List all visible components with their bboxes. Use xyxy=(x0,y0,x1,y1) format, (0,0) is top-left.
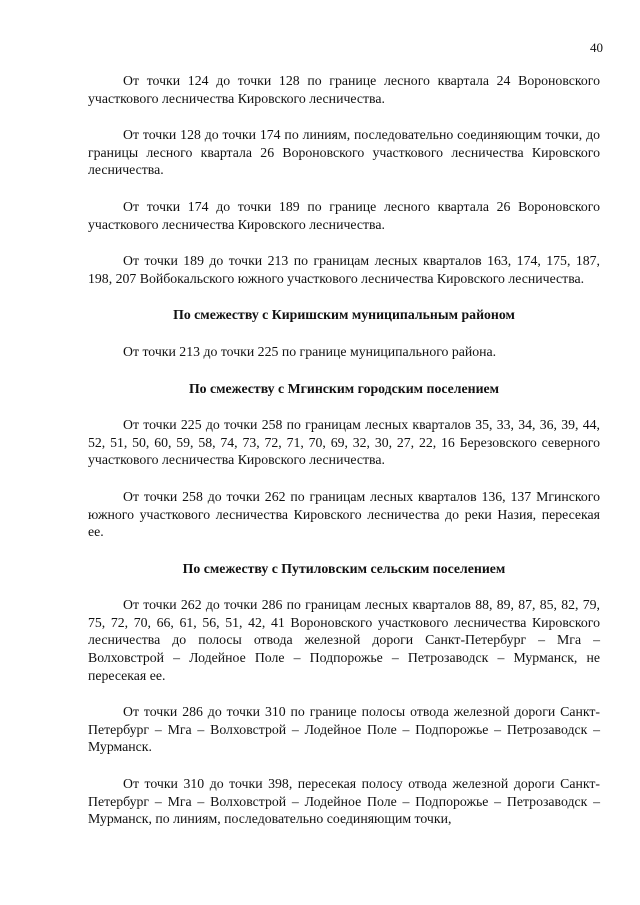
section-heading: По смежеству с Мгинским городским поселением xyxy=(188,380,500,396)
paragraph: От точки 124 до точки 128 по границе лесного квартала 24 Вороновского участкового лесничества Кировского лесничества. xyxy=(88,73,600,106)
paragraph: От точки 310 до точки 398, пересекая полосу отвода железной дороги Санкт-Петербург – Мга – Волховстрой – Лодейное Поле – Подпорожье – Петрозаводск – Мурманск, по линиям, последовательно соединяющим точки, xyxy=(88,776,600,827)
paragraph: От точки 258 до точки 262 по границам лесных кварталов 136, 137 Мгинского южного участкового лесничества Кировского лесничества до реки Назия, пересекая ее. xyxy=(88,488,600,540)
section-heading: По смежеству с Путиловским сельским поселением xyxy=(182,560,506,576)
document-body xyxy=(88,72,600,847)
paragraph: От точки 262 до точки 286 по границам лесных кварталов 88, 89, 87, 85, 82, 79, 75, 72, 70, 66, 61, 56, 51, 42, 41 Вороновского участкового лесничества Кировского лесничества до полосы отвода железной дороги Санкт-Петербург – Мга – Волховстрой – Лодейное Поле – Подпорожье – Петрозаводск – Мурманск, не пересекая ее. xyxy=(88,597,600,683)
page-number: 40 xyxy=(590,40,603,55)
paragraph: От точки 174 до точки 189 по границе лесного квартала 26 Вороновского участкового лесничества Кировского лесничества. xyxy=(88,198,600,232)
paragraph: От точки 213 до точки 225 по границе муниципального района. xyxy=(123,343,497,359)
paragraph: От точки 128 до точки 174 по линиям, последовательно соединяющим точки, до границы лесного квартала 26 Вороновского участкового лесничества Кировского лесничества. xyxy=(88,127,600,178)
paragraph: От точки 189 до точки 213 по границам лесных кварталов 163, 174, 175, 187, 198, 207 Войбокальского южного участкового лесничества Кировского лесничества. xyxy=(88,253,600,286)
paragraph: От точки 225 до точки 258 по границам лесных кварталов 35, 33, 34, 36, 39, 44, 52, 51, 50, 60, 59, 58, 74, 73, 72, 71, 70, 69, 32, 30, 27, 22, 16 Березовского северного участкового лесничества Кировского лесничества. xyxy=(88,417,600,468)
section-heading: По смежеству с Киришским муниципальным районом xyxy=(173,307,515,323)
paragraph: От точки 286 до точки 310 по границе полосы отвода железной дороги Санкт-Петербург – Мга – Волховстрой – Лодейное Поле – Подпорожье – Петрозаводск – Мурманск. xyxy=(88,704,600,755)
